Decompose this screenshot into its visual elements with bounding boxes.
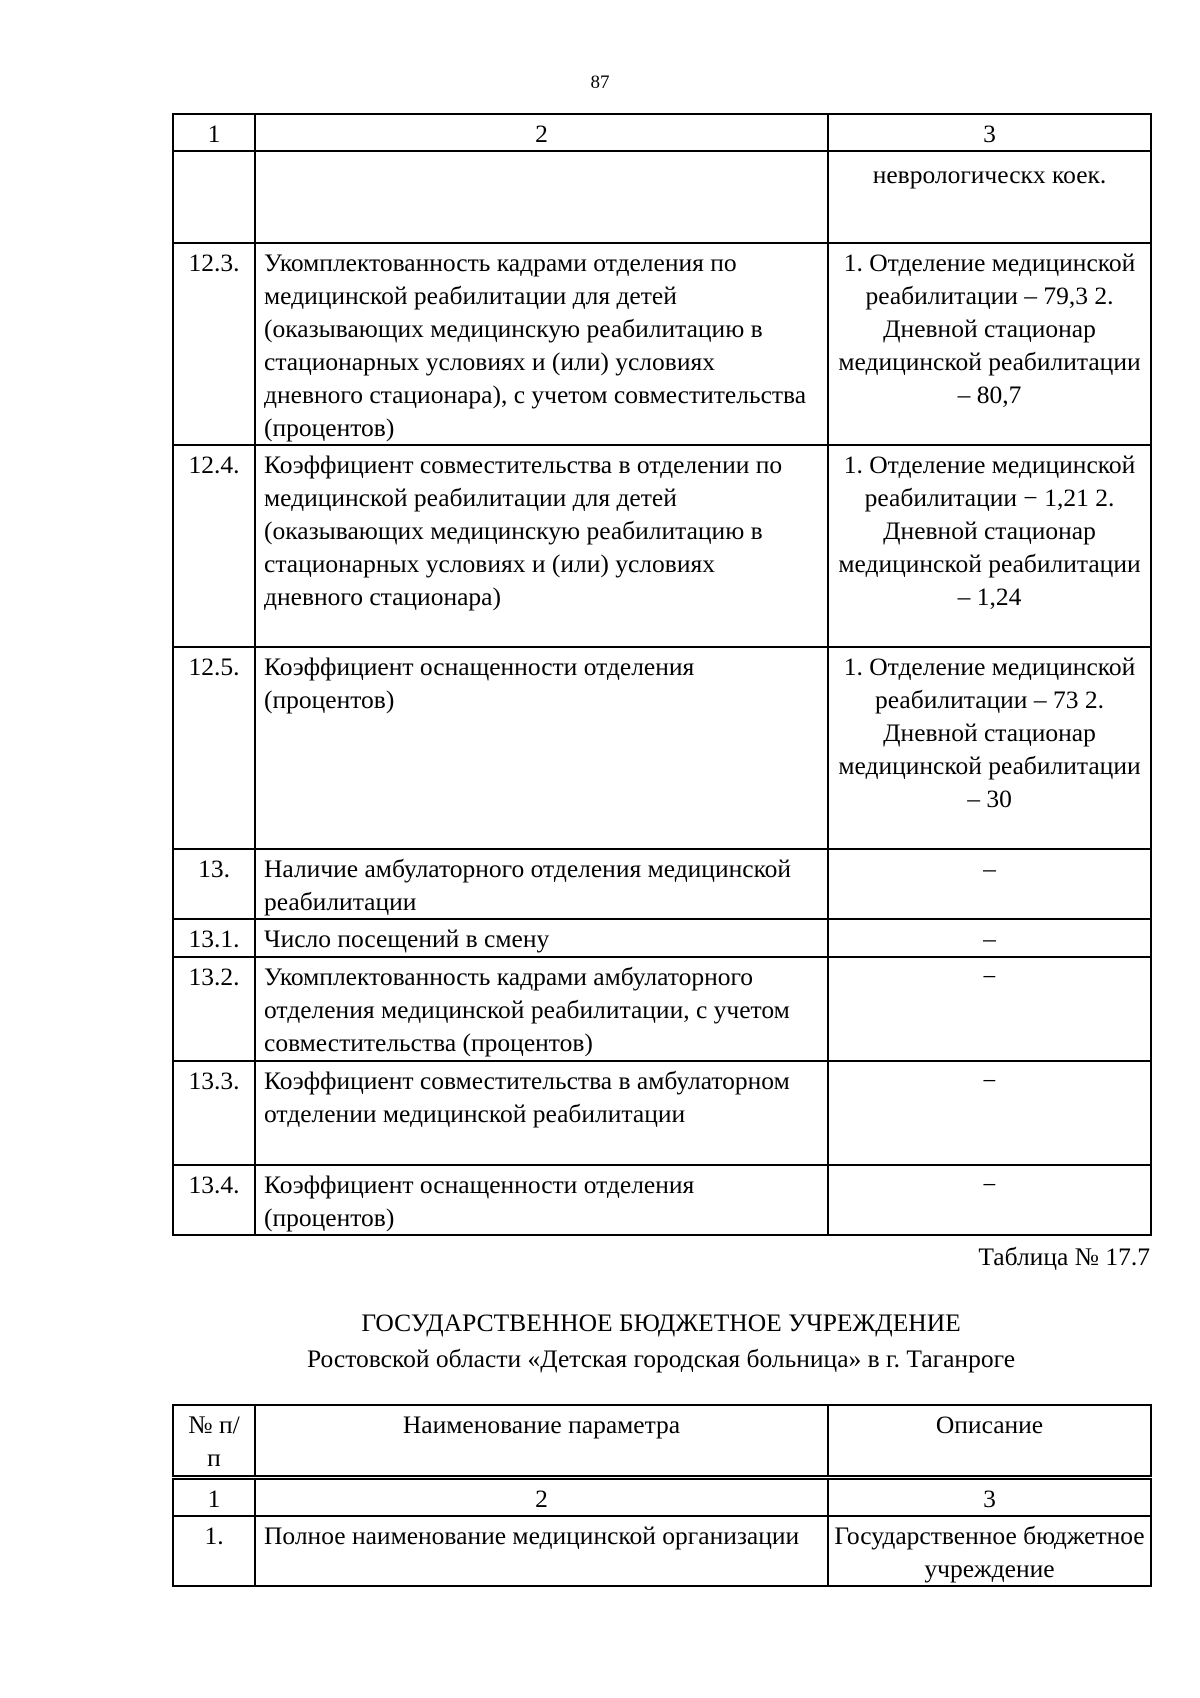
organization-subtitle: Ростовской области «Детская городская больница» в г. Таганроге	[306, 1344, 1016, 1373]
row-number: 13.3.	[173, 1061, 255, 1165]
parameter-name: Коэффициент совместительства в амбулаторном отделении медицинской реабилитации	[255, 1061, 828, 1165]
row-number: 13.1.	[173, 919, 255, 957]
parameter-name: Коэффициент оснащенности отделения (процентов)	[255, 1165, 828, 1235]
parameter-value: неврологическх коек.	[828, 151, 1151, 243]
parameter-name: Коэффициент оснащенности отделения (процентов)	[255, 647, 828, 849]
parameter-value: 1. Отделение медицинской реабилитации – 79,3 2. Дневной стационар медицинской реабилитации – 80,7	[828, 243, 1151, 445]
table-row	[173, 445, 1151, 647]
table-header-row	[173, 1405, 1151, 1477]
parameter-value: −	[828, 957, 1151, 1061]
organization-parameters-table	[172, 1404, 1152, 1587]
table-row	[173, 1061, 1151, 1165]
header-number: № п/п	[173, 1405, 255, 1477]
parameter-value: –	[828, 919, 1151, 957]
table-row	[173, 957, 1151, 1061]
table-caption: Таблица № 17.7	[978, 1242, 1150, 1271]
parameter-name: Укомплектованность кадрами амбулаторного отделения медицинской реабилитации, с учетом совместительства (процентов)	[255, 957, 828, 1061]
row-number: 12.5.	[173, 647, 255, 849]
column-number: 1	[173, 1477, 255, 1516]
table-row	[173, 919, 1151, 957]
parameter-name: Полное наименование медицинской организации	[255, 1516, 828, 1586]
organization-title: ГОСУДАРСТВЕННОЕ БЮДЖЕТНОЕ УЧРЕЖДЕНИЕ	[361, 1308, 961, 1337]
parameter-name: Наличие амбулаторного отделения медицинской реабилитации	[255, 849, 828, 919]
parameter-value: 1. Отделение медицинской реабилитации − 1,21 2. Дневной стационар медицинской реабилитации – 1,24	[828, 445, 1151, 647]
parameter-value: 1. Отделение медицинской реабилитации – 73 2. Дневной стационар медицинской реабилитации – 30	[828, 647, 1151, 849]
parameter-value: −	[828, 1061, 1151, 1165]
parameter-value: –	[828, 849, 1151, 919]
column-number: 3	[828, 114, 1151, 151]
row-number: 12.3.	[173, 243, 255, 445]
table-row	[173, 1165, 1151, 1235]
table-row	[173, 151, 1151, 243]
header-description: Описание	[828, 1405, 1151, 1477]
table-row	[173, 849, 1151, 919]
header-parameter: Наименование параметра	[255, 1405, 828, 1477]
table-row	[173, 1516, 1151, 1586]
table-row	[173, 243, 1151, 445]
row-number	[173, 151, 255, 243]
parameter-value: Государственное бюджетное учреждение	[828, 1516, 1151, 1586]
parameter-name: Укомплектованность кадрами отделения по медицинской реабилитации для детей (оказывающих медицинскую реабилитацию в стационарных условиях и (или) условиях дневного стационара), с учетом совместительства (процентов)	[255, 243, 828, 445]
parameter-name: Число посещений в смену	[255, 919, 828, 957]
row-number: 13.	[173, 849, 255, 919]
parameter-value: −	[828, 1165, 1151, 1235]
parameter-name: Коэффициент совместительства в отделении по медицинской реабилитации для детей (оказывающих медицинскую реабилитацию в стационарных условиях и (или) условиях дневного стационара)	[255, 445, 828, 647]
parameter-name	[255, 151, 828, 243]
column-numbering-row	[173, 114, 1151, 151]
page-number: 87	[590, 72, 610, 93]
row-number: 1.	[173, 1516, 255, 1586]
row-number: 12.4.	[173, 445, 255, 647]
parameters-table-continued	[172, 113, 1152, 1236]
column-number: 2	[255, 114, 828, 151]
column-numbering-row	[173, 1477, 1151, 1516]
column-number: 1	[173, 114, 255, 151]
column-number: 2	[255, 1477, 828, 1516]
column-number: 3	[828, 1477, 1151, 1516]
row-number: 13.4.	[173, 1165, 255, 1235]
row-number: 13.2.	[173, 957, 255, 1061]
table-row	[173, 647, 1151, 849]
